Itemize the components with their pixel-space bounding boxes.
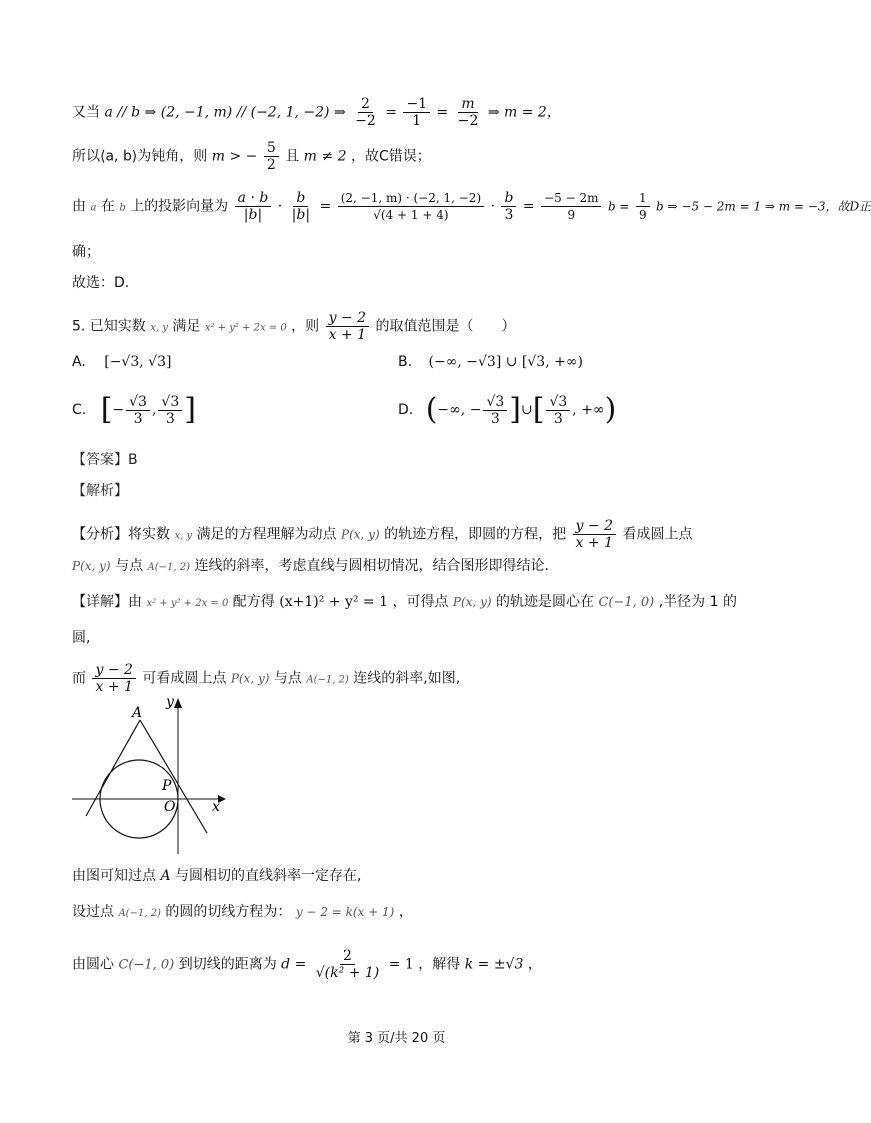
math: m ≠ 2 <box>303 148 347 165</box>
line-parallel: 又当 a // b ⇒ (2, −1, m) // (−2, 1, −2) ⇒ $\frac{2}{-2}$ = $\frac{-1}{1}$ = $\frac{m}{-2}$ ⇒ m = 2， <box>72 96 561 129</box>
denominator: −2 <box>355 113 376 129</box>
math: (x+1)² + y² = 1 <box>279 594 389 610</box>
text: 配方得 <box>232 594 275 610</box>
text: 的取值范围是（ ） <box>375 318 516 335</box>
xiangjie-line-2 <box>72 628 90 648</box>
numerator: 1 <box>636 190 650 207</box>
math: b <box>119 202 126 214</box>
after-line-1 <box>72 866 361 886</box>
after-line-2 <box>72 902 413 924</box>
math: a // b ⇒ (2, −1, m) // (−2, 1, −2) ⇒ <box>104 104 346 121</box>
text: ，可得点 <box>392 594 449 610</box>
math: A(−1, 2) <box>147 562 191 573</box>
numerator: y − 2 <box>573 518 616 535</box>
text: 的圆的切线方程为： <box>165 904 292 920</box>
math: d = <box>281 956 307 973</box>
fraction <box>483 394 507 427</box>
text: 看成圆上点 <box>622 526 693 543</box>
math: k = ±√3 <box>464 956 524 973</box>
denominator: x + 1 <box>575 535 613 551</box>
fraction <box>264 140 279 173</box>
text: 且 <box>285 148 300 165</box>
denominator: 9 <box>638 208 647 222</box>
text: 故选：D. <box>72 275 130 291</box>
math: b ⇒ −5 − 2m = 1 ⇒ m = −3，故D正 <box>656 199 871 214</box>
numerator: √3 <box>483 394 507 411</box>
fraction <box>289 190 313 223</box>
denominator: 3 <box>133 410 143 427</box>
math: A(−1, 2) <box>306 674 349 686</box>
numerator: 5 <box>264 140 279 157</box>
math: P(x, y) <box>230 671 270 686</box>
label-x: x <box>212 799 220 815</box>
fenxi-line-2 <box>72 556 549 578</box>
option-b <box>398 352 583 372</box>
numerator: 2 <box>340 948 355 965</box>
math: P(x, y) <box>72 559 111 573</box>
text: ，解得 <box>418 956 461 973</box>
math: ⇒ m = 2， <box>487 104 561 121</box>
after-line-3 <box>72 948 542 981</box>
math: C(−1, 0) <box>598 595 655 610</box>
numerator: y − 2 <box>326 310 369 327</box>
text: 与点 <box>115 558 144 574</box>
math: = 1 <box>388 956 414 973</box>
line-correct <box>72 242 100 262</box>
fraction <box>546 394 570 427</box>
text: 由图可知过点 <box>72 868 156 884</box>
text: 而 <box>72 670 86 687</box>
option-label: B. <box>398 354 413 370</box>
fraction <box>158 394 182 427</box>
fraction <box>338 190 484 223</box>
option-label: A. <box>72 354 86 370</box>
text: 在 <box>100 198 115 215</box>
text: 由圆心 <box>72 956 114 973</box>
fraction <box>92 662 135 695</box>
text: 到切线的距离为 <box>178 956 277 973</box>
option-label: D. <box>398 402 414 418</box>
text: 【答案】B <box>72 452 138 468</box>
denominator: 3 <box>553 410 563 427</box>
text: 满足的方程理解为动点 <box>196 526 337 543</box>
denominator: √(4 + 1 + 4) <box>373 208 449 222</box>
label-O: O <box>164 799 176 815</box>
numerator: m <box>458 96 477 113</box>
text: 的轨迹是圆心在 <box>496 594 594 610</box>
text: 与点 <box>273 670 302 687</box>
answer-label <box>72 450 138 470</box>
text: 所以⟨a, b⟩为钝角，则 <box>72 148 208 165</box>
math: A(−1, 2) <box>118 908 161 919</box>
text: ， <box>527 956 542 973</box>
option-c: C. [− $\frac{√3}{3}$ , $\frac{√3}{3}$ ] <box>72 392 196 427</box>
option-a <box>72 352 171 372</box>
math: x, y <box>174 530 193 542</box>
analysis-label <box>72 481 128 501</box>
text: ,半径为 1 的 <box>658 594 737 610</box>
denominator: 3 <box>490 410 500 427</box>
line-obtuse <box>72 140 431 173</box>
text: 连线的斜率，考虑直线与圆相切情况，结合图形即得结论. <box>194 558 549 574</box>
denominator: |b| <box>243 207 263 223</box>
xiangjie-line-1 <box>72 592 737 614</box>
text: 确； <box>72 244 100 260</box>
text: 由 <box>72 198 86 215</box>
text: 又当 <box>72 104 100 121</box>
fraction <box>573 518 616 551</box>
line-projection: 由 a 在 b 上的投影向量为 $\frac{a \cdot b}{|b|}$ · $\frac{b}{|b|}$ = $\frac{(2, -1, m) \cdot (-2, 1, -2)}{√(4 + 1 + 4)}$ · $\frac{b}{3}$ = $\frac{-5 - 2m}{9}$ b = $\frac{1}{9}$ b ⇒ −5 − 2m = 1 ⇒ m = −3，故D正 <box>72 190 871 223</box>
text: ，故C错误； <box>350 148 431 165</box>
numerator: a · b <box>235 190 272 207</box>
denominator: 1 <box>412 113 422 129</box>
numerator: √3 <box>546 394 570 411</box>
text: 上的投影向量为 <box>130 198 229 215</box>
tangent-left <box>86 720 140 816</box>
math: x² + y² + 2x = 0 <box>146 598 229 609</box>
text: ，则 <box>291 318 320 335</box>
text: 【解析】 <box>72 483 128 499</box>
er-line <box>72 662 460 695</box>
text: 可看成圆上点 <box>142 670 227 687</box>
denominator: √(k² + 1) <box>315 965 380 981</box>
fraction <box>501 190 516 223</box>
fraction <box>541 190 601 223</box>
fraction <box>126 394 150 427</box>
text: 与圆相切的直线斜率一定存在, <box>175 868 362 884</box>
denominator: |b| <box>291 207 311 223</box>
option-value: (−∞, −√3] ∪ [√3, +∞) <box>428 354 583 370</box>
text: ， <box>398 904 413 920</box>
fraction <box>403 96 430 129</box>
numerator: y − 2 <box>92 662 135 679</box>
denominator: 3 <box>504 207 514 223</box>
fraction <box>326 310 369 343</box>
circle-tangent-figure <box>66 692 236 858</box>
y-axis-arrow <box>174 698 182 708</box>
numerator: 2 <box>358 96 373 113</box>
text: 5. 已知实数 <box>72 318 146 335</box>
option-value: [−√3, √3] <box>104 354 172 370</box>
numerator: (2, −1, m) · (−2, 1, −2) <box>338 190 484 207</box>
numerator: b <box>293 190 308 207</box>
math: y − 2 = k(x + 1) <box>295 905 395 919</box>
denominator: x + 1 <box>328 327 367 343</box>
math: m > − <box>211 148 258 165</box>
text: 【分析】将实数 <box>72 526 170 543</box>
math: x² + y² + 2x = 0 <box>204 322 287 334</box>
option-d: D. (−∞, − $\frac{√3}{3}$ ]∪[ $\frac{√3}{3}$ , +∞) <box>398 392 617 427</box>
label-y: y <box>166 694 174 710</box>
fraction <box>352 96 379 129</box>
fraction <box>313 948 382 981</box>
page-footer: 第 3 页/共 20 页 <box>347 1031 446 1046</box>
fenxi-line-1 <box>72 518 692 551</box>
label-A: A <box>132 705 143 721</box>
math: a <box>90 202 97 214</box>
math: P(x, y) <box>452 595 492 609</box>
denominator: −2 <box>457 113 479 129</box>
numerator: √3 <box>158 394 182 411</box>
numerator: √3 <box>126 394 150 411</box>
text: 连线的斜率,如图, <box>353 670 461 687</box>
math: A <box>160 868 171 884</box>
fraction <box>455 96 482 129</box>
math: C(−1, 0) <box>118 957 175 973</box>
denominator: x + 1 <box>95 679 133 695</box>
question-stem <box>72 310 516 343</box>
text: 的轨迹方程，即圆的方程，把 <box>384 526 567 543</box>
numerator: −1 <box>403 96 430 113</box>
denominator: 9 <box>567 208 576 222</box>
numerator: b <box>501 190 516 207</box>
line-choose <box>72 273 129 293</box>
math: x, y <box>150 322 168 334</box>
text: 满足 <box>172 318 201 335</box>
denominator: 2 <box>266 157 276 173</box>
fraction <box>235 190 272 223</box>
numerator: −5 − 2m <box>541 190 601 207</box>
text: 圆, <box>72 630 91 646</box>
label-P: P <box>162 778 172 794</box>
denominator: 3 <box>165 410 175 427</box>
text: 设过点 <box>72 904 114 920</box>
option-label: C. <box>72 402 87 418</box>
math: P(x, y) <box>341 527 380 542</box>
math: b = <box>607 199 630 214</box>
fraction <box>636 190 650 223</box>
text: 【详解】由 <box>72 594 142 610</box>
